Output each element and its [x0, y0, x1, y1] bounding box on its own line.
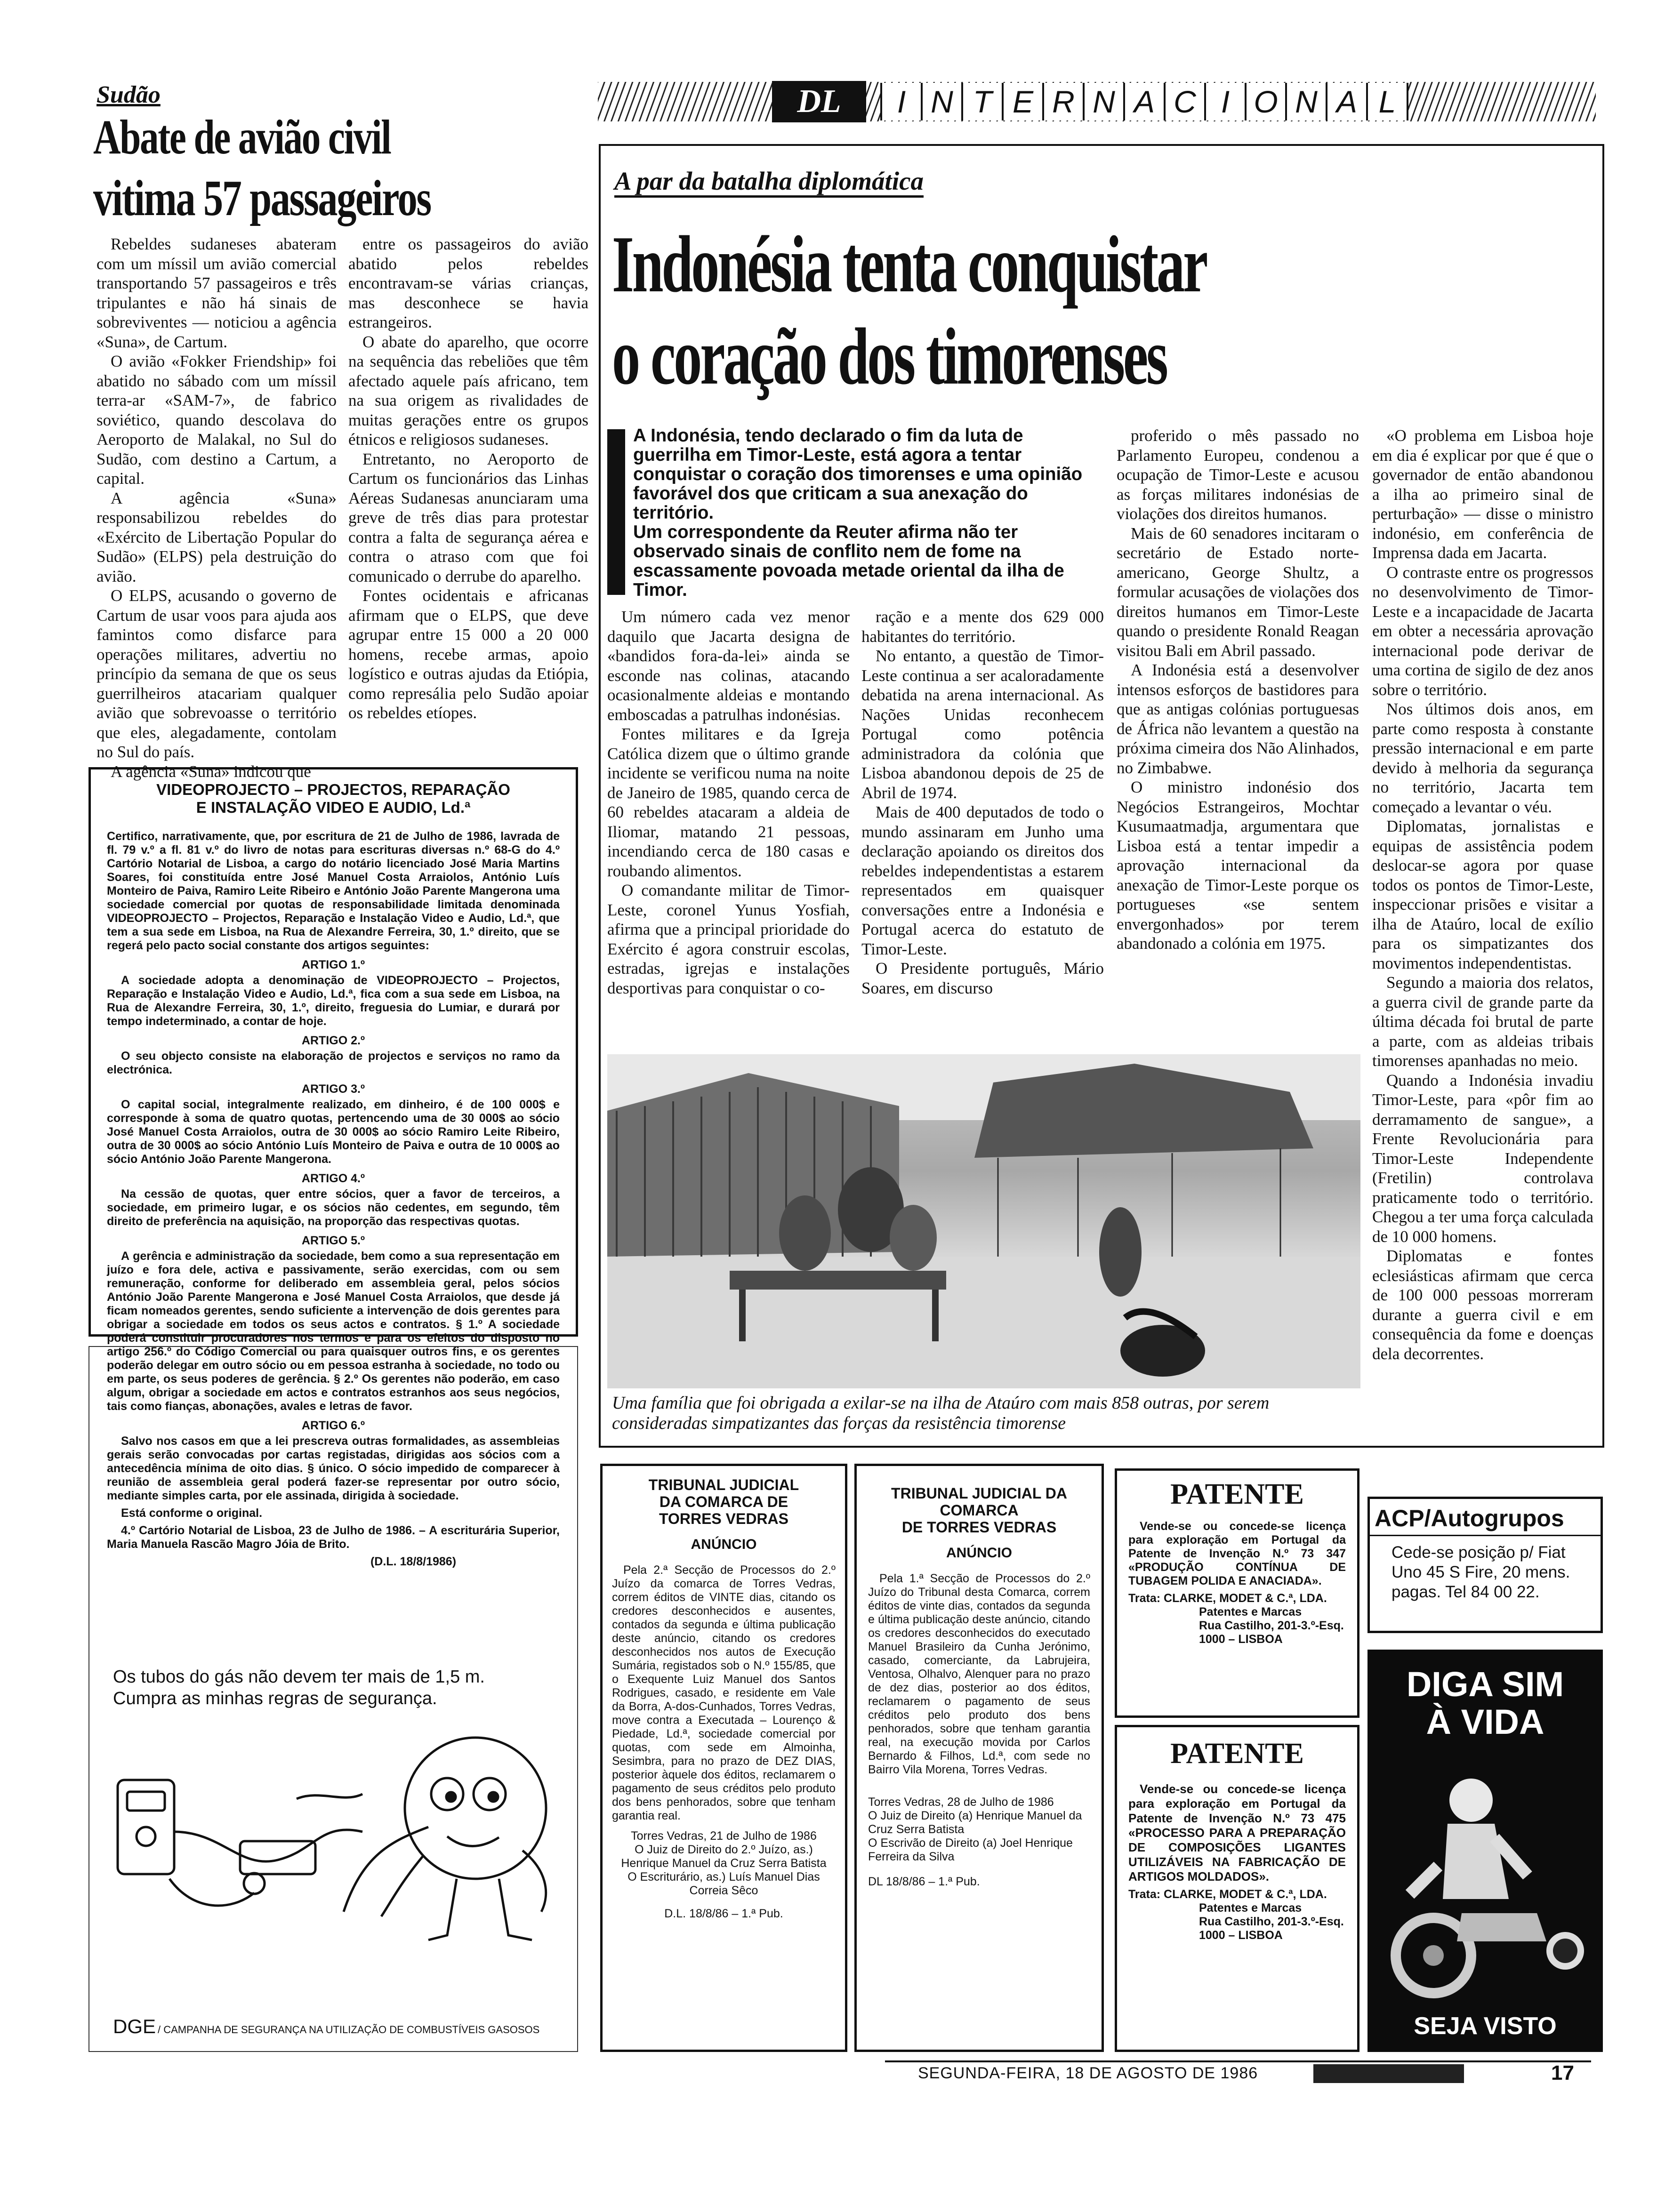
tribunal-2-ref: DL 18/8/86 – 1.ª Pub. [868, 1875, 980, 1888]
section-letter: N [1285, 83, 1326, 120]
article-heading: ARTIGO 2.º [301, 1034, 365, 1047]
videoprojecto-closing: Está conforme o original. [121, 1507, 263, 1520]
article-text: Na cessão de quotas, quer entre sócios, quer a favor de terceiros, a sociedade, em primeiro lugar, e os sócios não cedentes, em segundo, têm direito de preferência na aquisição, na proporção das respectivas quotas. [107, 1187, 560, 1228]
videoprojecto-signature: 4.º Cartório Notarial de Lisboa, 23 de Julho de 1986. – A escriturária Superior, Maria Manuela Rascão Magro Jóia de Brito. [107, 1524, 560, 1551]
patente-2-title: PATENTE [1170, 1738, 1304, 1770]
gas-ad-footer-small: / CAMPANHA DE SEGURANÇA NA UTILIZAÇÃO DE COMBUSTÍVEIS GASOSOS [158, 2024, 540, 2036]
indonesia-col-3 [1117, 426, 1359, 954]
section-header [598, 79, 1596, 124]
page-number: 17 [1551, 2061, 1574, 2084]
paragraph: O avião «Fokker Friendship» foi abatido no sábado com um míssil terra-ar «SAM-7», de fabrico soviético, quando descolava do Aeroporto de Malakal, no Sul do Sudão, com destino a Cartum, a capital. [97, 352, 337, 488]
gas-ad-line-1: Os tubos do gás não devem ter mais de 1,5 m. [113, 1667, 485, 1687]
section-letter: N [921, 83, 961, 120]
tribunal-1-body: Pela 2.ª Secção de Processos do 2.º Juízo da comarca de Torres Vedras, correm éditos de VINTE dias, citando os credores desconhecidos e ausentes, contados da segunda e última publicação deste anúncio, citando os credores desconhecidos nos autos de Execução Sumária, registados sob o N.º 155/85, que o Exequente Luiz Manuel dos Santos Rodrigues, casado, e residente em Vale da Borra, A-dos-Cunhados, Torres Vedras, move contra a Executada – Lourenço & Piedade, Ld.ª, sociedade comercial por quotas, com sede em Almoinha, Sesimbra, para no prazo de DEZ DIAS, posterior àquele dos éditos, reclamarem o pagamento de seus créditos pelo produto dos bens penhorados, sobre que tenham garantia real. [612, 1563, 836, 1822]
paragraph: O ministro indonésio dos Negócios Estrangeiros, Mochtar Kusumaatmadja, argumentara que Lisboa está a tentar impedir a aprovação internacional da anexação de Timor-Leste porque os portugueses «se sentem envergonhados» por terem abandonado a colónia em 1975. [1117, 778, 1359, 953]
patente-1-address: Rua Castilho, 201-3.º-Esq. [1199, 1619, 1344, 1632]
motorcyclist-illustration [1367, 1744, 1603, 2007]
article-heading: ARTIGO 3.º [301, 1082, 365, 1096]
paragraph: Rebeldes sudaneses abateram com um míssil um avião comercial transportando 57 passageiros e três tripulantes e não há sinais de sobreviventes — noticiou a agência «Suna», de Cartum. [97, 235, 337, 351]
paragraph: proferido o mês passado no Parlamento Europeu, condenou a ocupação de Timor-Leste e acusou as forças militares indonésias de violações dos direitos humanos. [1117, 426, 1359, 523]
patente-2-city: 1000 – LISBOA [1199, 1929, 1283, 1942]
paragraph: O ELPS, acusando o governo de Cartum de usar voos para ajuda aos famintos como disfarce para operações militares, advertiu no princípio da semana de que os seus guerrilheiros atacariam qualquer avião que sobrevoasse o território que eles, alegadamente, contolam no Sul do país. [97, 586, 337, 761]
tribunal-2-judge: O Juiz de Direito (a) Henrique Manuel da Cruz Serra Batista [868, 1809, 1082, 1836]
tribunal-2-clerk: O Escrivão de Direito (a) Joel Henrique Ferreira da Silva [868, 1836, 1073, 1863]
paragraph: No entanto, a questão de Timor-Leste continua a ser acaloradamente debatida na arena internacional. As Nações Unidas reconhecem Portugal como potência administradora da colónia que Lisboa abandonou depois de 25 de Abril de 1974. [861, 647, 1104, 802]
paragraph: A agência «Suna» responsabilizou rebeldes do «Exército de Libertação Popular do Sudão» (ELPS) pela destruição do avião. [97, 489, 337, 585]
paragraph: Entretanto, no Aeroporto de Cartum os funcionários das Linhas Aéreas Sudanesas anunciaram uma greve de três dias para protestar contra a falta de segurança aérea e contra o atraso com que foi comunicado o derrube do aparelho. [348, 449, 588, 585]
indonesia-col-2 [861, 607, 1104, 998]
tribunal-1-place-date: Torres Vedras, 21 de Julho de 1986 [631, 1829, 817, 1843]
lead-bar [607, 429, 625, 595]
gas-ad-footer [113, 2015, 539, 2038]
sudan-headline-1: Abate de avião civil [93, 110, 391, 164]
sudan-col-2 [348, 234, 588, 723]
gas-ad-footer-big: DGE [113, 2015, 156, 2037]
tribunal-notice-2 [854, 1464, 1104, 2052]
indonesia-lead-2: Um correspondente da Reuter afirma não ter observado sinais de conflito nem de fome na escassamente povoada metade oriental da ilha de Timor. [633, 522, 1064, 600]
patente-1-body: Vende-se ou concede-se licença para exploração em Portugal da Patente de Invenção N.º 73 347 «PRODUÇÃO CONTÍNUA DE TUBAGEM POLIDA E ANACIADA». [1128, 1520, 1346, 1587]
patente-2-body: Vende-se ou concede-se licença para exploração em Portugal da Patente de Invenção N.º 73 475 «PROCESSO PARA A PREPARAÇÃO DE COMPOSIÇÕES LIGANTES UTILIZÁVEIS NA FABRICAÇÃO DE ARTIGOS MOLDADOS». [1128, 1782, 1346, 1883]
section-letter: I [1204, 83, 1245, 120]
paragraph: «O problema em Lisboa hoje em dia é explicar por que é que o governador de então abandonou a ilha ao primeiro sinal de perturbação» — disse o ministro indonésio, em conferência de Imprensa dada em Jacarta. [1372, 426, 1593, 562]
videoprojecto-title-1: VIDEOPROJECTO – PROJECTOS, REPARAÇÃO [156, 781, 510, 798]
paragraph: O abate do aparelho, que ocorre na sequência das rebeliões que têm afectado aquele país africano, tem na sua origem as rivalidades de muitas gerações entre os grupos étnicos e religiosos sudaneses. [348, 332, 588, 449]
article-heading: ARTIGO 1.º [301, 958, 365, 971]
indonesia-col-4 [1372, 426, 1593, 1363]
paragraph: O comandante militar de Timor-Leste, coronel Yunus Yosfiah, afirma que a principal prioridade do Exército é agora construir escolas, estradas, igrejas e instalações desportivas para conquistar o co- [607, 881, 850, 997]
paragraph: O Presidente português, Mário Soares, em discurso [861, 959, 1104, 997]
paragraph: A Indonésia está a desenvolver intensos esforços de bastidores para que as antigas colónias portuguesas de África não levantem a questão na próxima cimeira dos Não Alinhados, no Zimbabwe. [1117, 661, 1359, 777]
tribunal-1-clerk: O Escriturário, as.) Luís Manuel Dias Correia Sêco [627, 1870, 820, 1897]
gas-safety-ad [88, 1346, 578, 2052]
indonesia-lead-1: A Indonésia, tendo declarado o fim da luta de guerrilha em Timor-Leste, está agora a tentar conquistar o coração dos timorenses e uma opinião favorável dos que criticam a sua anexação do território. [633, 425, 1083, 523]
tribunal-2-title-2: COMARCA [940, 1502, 1019, 1519]
acp-body: Cede-se posição p/ Fiat Uno 45 S Fire, 20 mens. pagas. Tel 84 00 22. [1392, 1543, 1570, 1601]
section-letter: O [1245, 83, 1285, 120]
tribunal-1-subtitle: ANÚNCIO [691, 1537, 757, 1552]
indonesia-kicker: A par da batalha diplomática [614, 167, 924, 198]
section-letter: A [1326, 83, 1366, 120]
paragraph: Quando a Indonésia invadiu Timor-Leste, para «pôr fim ao derramamento de sangue», a Frente Revolucionária para Timor-Leste Independente (Fretilin) controlava praticamente todo o território. Chegou a ter uma força calculada de 10 000 homens. [1372, 1071, 1593, 1246]
article-text: O seu objecto consiste na elaboração de projectos e serviços no ramo da electrónica. [107, 1050, 560, 1076]
footer-masthead-bar [1313, 2064, 1464, 2083]
article-heading: ARTIGO 5.º [301, 1234, 365, 1247]
dl-logo: DL [772, 81, 866, 122]
patente-1-agent-2: Patentes e Marcas [1199, 1605, 1302, 1619]
sudan-headline-2: vitima 57 passageiros [93, 170, 431, 226]
paragraph: O contraste entre os progressos no desenvolvimento de Timor-Leste e a incapacidade de Jacarta em obter a necessária aprovação internacional pode derivar de uma cortina de sigilo de dez anos sobre o território. [1372, 563, 1593, 699]
article-heading: ARTIGO 6.º [301, 1419, 365, 1432]
indonesia-headline-2: o coração dos timorenses [612, 312, 1166, 401]
article-heading: ARTIGO 4.º [301, 1172, 365, 1185]
photo-caption: Uma família que foi obrigada a exilar-se na ilha de Ataúro com mais 858 outras, por serem consideradas simpatizantes das forças da resistência timorense [612, 1393, 1270, 1433]
section-letter: E [1002, 83, 1042, 120]
timor-family-photo [607, 1054, 1360, 1388]
patente-2-agent: Trata: CLARKE, MODET & C.ª, LDA. [1128, 1888, 1327, 1901]
diga-sim-line-3: SEJA VISTO [1414, 2012, 1557, 2040]
tribunal-2-title-3: DE TORRES VEDRAS [901, 1519, 1057, 1536]
patente-notice-1 [1115, 1468, 1359, 1718]
article-text: Salvo nos casos em que a lei prescreva outras formalidades, as assembleias gerais serão convocadas por cartas registadas, dirigidas aos sócios com a antecedência mínima de oito dias. § único. O sócio impedido de comparecer à reunião de assembleia geral poderá fazer-se representar por outro sócio, mediante simples carta, por ele assinada, dirigida à sociedade. [107, 1435, 560, 1502]
acp-title: ACP/Autogrupos [1370, 1505, 1601, 1536]
article-text: A gerência e administração da sociedade, bem como a sua representação em juízo e fora dele, activa e passivamente, serão exercidas, com ou sem remuneração, conforme for deliberado em assembleia geral, pelos sócios António João Parente Mangerona e José Manuel Costa Arraiolos, que desde já ficam nomeados gerentes, sendo suficiente a intervenção de dois gerentes para obrigar a sociedade em todos os seus actos e contratos. § 1.º A sociedade poderá constituir procuradores nos termos e para os efeitos do disposto no artigo 256.º do Código Comercial ou para quaisquer outros fins, e os gerentes poderão delegar em outro sócio ou em pessoa estranha à sociedade, no todo ou em parte, os seus poderes de gerência. § 2.º Os gerentes não poderão, em caso algum, obrigar a sociedade em actos e contratos estranhos aos seus negócios, tais como fianças, abonações, avales e letras de favor. [107, 1250, 560, 1413]
paragraph: Diplomatas e fontes eclesiásticas afirmam que cerca de 100 000 pessoas morreram durante a guerra civil e em consequência da fome e doenças dela decorrentes. [1372, 1247, 1593, 1363]
patente-notice-2 [1115, 1725, 1359, 2052]
gas-mascot-illustration [99, 1714, 570, 1973]
videoprojecto-intro: Certifico, narrativamente, que, por escritura de 21 de Julho de 1986, lavrada de fl. 79 v.º a fl. 81 v.º do livro de notas para escrituras diversas n.º 68-G do 4.º Cartório Notarial de Lisboa, a cargo do notário licenciado José Maria Martins Soares, foi constituída entre José Manuel Costa Arraiolos, António Luís Monteiro de Paiva, Ramiro Leite Ribeiro e António João Parente Mangerona uma sociedade comercial por quotas de responsabilidade limitada denominada VIDEOPROJECTO – Projectos, Reparação e Instalação Video e Audio, Ld.ª, que tem a sua sede em Lisboa, na Rua de Alexandre Ferreira, 30, 1.º direito, que se regerá pelo pacto social constante dos artigos seguintes: [107, 830, 560, 952]
section-letter: C [1164, 83, 1204, 120]
section-letter: N [1083, 83, 1123, 120]
patente-2-address: Rua Castilho, 201-3.º-Esq. [1199, 1915, 1344, 1928]
paragraph: Mais de 60 senadores incitaram o secretário de Estado norte-americano, George Shultz, a formular acusações de violações dos direitos humanos em Timor-Leste quando o presidente Ronald Reagan visitou Bali em Abril passado. [1117, 524, 1359, 660]
videoprojecto-notice [88, 767, 578, 1568]
paragraph: Mais de 400 deputados de todo o mundo assinaram em Junho uma declaração apoiando os direitos dos rebeldes independentistas a estarem representados em quaisquer conversações entre a Indonésia e Portugal acerca do estatuto de Timor-Leste. [861, 803, 1104, 958]
section-letter: T [961, 83, 1002, 120]
paragraph: Segundo a maioria dos relatos, a guerra civil de grande parte da última década foi brutal de parte a parte, com as aldeias tribais timorenses apanhadas no meio. [1372, 973, 1593, 1070]
patente-1-agent: Trata: CLARKE, MODET & C.ª, LDA. [1128, 1592, 1327, 1605]
footer-rule [885, 2060, 1591, 2062]
diga-sim-line-1: DIGA SIM [1406, 1665, 1564, 1704]
tribunal-notice-1 [600, 1464, 847, 2052]
tribunal-2-title-1: TRIBUNAL JUDICIAL DA [891, 1485, 1067, 1502]
section-letter: R [1042, 83, 1083, 120]
photo-scene [607, 1054, 1360, 1388]
section-letter: A [1123, 83, 1164, 120]
tribunal-1-title-2: DA COMARCA DE [659, 1493, 788, 1510]
indonesia-lead [633, 426, 1104, 600]
diga-sim-ad [1367, 1650, 1603, 2052]
indonesia-headline-1: Indonésia tenta conquistar [612, 220, 1207, 309]
acp-ad [1367, 1497, 1603, 1633]
article-text: O capital social, integralmente realizado, em dinheiro, é de 100 000$ e corresponde à soma de quatro quotas, pertencendo uma de 30 000$ ao sócio José Manuel Costa Arraiolos, outra de 30 000$ ao sócio Ramiro Leite Ribeiro, outra de 30 000$ ao sócio António Luís Monteiro de Paiva e outra de 10 000$ ao sócio António João Parente Mangerona. [107, 1098, 560, 1166]
patente-1-title: PATENTE [1170, 1478, 1304, 1510]
paragraph: A agência «Suna» indicou que [111, 762, 311, 781]
section-letter: L [1366, 83, 1408, 120]
videoprojecto-title-2: E INSTALAÇÃO VIDEO E AUDIO, Ld.ª [196, 799, 471, 816]
tribunal-2-place-date: Torres Vedras, 28 de Julho de 1986 [868, 1795, 1054, 1809]
gas-ad-line-2: Cumpra as minhas regras de segurança. [113, 1689, 437, 1708]
section-title [880, 83, 1408, 120]
indonesia-col-1 [607, 607, 850, 998]
diga-sim-line-2: À VIDA [1426, 1702, 1544, 1741]
tribunal-2-subtitle: ANÚNCIO [946, 1545, 1012, 1561]
tribunal-1-judge: O Juiz de Direito do 2.º Juízo, as.) Henrique Manuel da Cruz Serra Batista [621, 1843, 827, 1870]
section-letter: I [880, 83, 921, 120]
article-text: A sociedade adopta a denominação de VIDEOPROJECTO – Projectos, Reparação e Instalação Video e Audio, Ld.ª, fica com a sua sede em Lisboa, na Rua de Alexandre Ferreira, 30, 1.º, direito, freguesia do Lumiar, e durará por tempo indeterminado, a contar de hoje. [107, 974, 560, 1028]
sudan-col-1 [97, 234, 337, 781]
paragraph: Fontes militares e da Igreja Católica dizem que o último grande incidente se verificou numa na noite de Janeiro de 1985, quando cerca de 60 rebeldes atacaram a aldeia de Iliomar, matando 21 pessoas, incendiando cerca de 180 casas e roubando alimentos. [607, 725, 850, 880]
paragraph: ração e a mente dos 629 000 habitantes do território. [861, 608, 1104, 646]
paragraph: Nos últimos dois anos, em parte como resposta à constante pressão internacional e em parte devido à melhoria da segurança no território, Jacarta tem começado a levantar o véu. [1372, 700, 1593, 816]
paragraph: Um número cada vez menor daquilo que Jacarta designa de «bandidos fora-da-lei» ainda se esconde nas colinas, atacando ocasionalmente aldeias e montando emboscadas a patrulhas indonésias. [607, 608, 850, 724]
videoprojecto-ref: (D.L. 18/8/1986) [370, 1555, 457, 1568]
footer-date: SEGUNDA-FEIRA, 18 DE AGOSTO DE 1986 [918, 2064, 1258, 2082]
paragraph: Fontes ocidentais e africanas afirmam que o ELPS, que deve agrupar entre 15 000 a 20 000 homens, recebe armas, apoio logístico e outras ajudas da Etiópia, como represália pelo Sudão apoiar os rebeldes etíopes. [348, 586, 588, 722]
patente-2-agent-2: Patentes e Marcas [1199, 1901, 1302, 1915]
tribunal-2-body: Pela 1.ª Secção de Processos do 2.º Juízo do Tribunal desta Comarca, correm éditos de vinte dias, contados da segunda e última publicação deste anúncio, citando os credores desconhecidos do executado Manuel Brasileiro da Cunha Jerónimo, casado, comerciante, da Labrujeira, Ventosa, Olhalvo, Alenquer para no prazo de dez dias, posterior ao dos éditos, reclamarem o pagamento de seus créditos pelo produto dos bens penhorados, sobre que tenham garantia real, na execução movida por Carlos Bernardo & Filhos, Ld.ª, com sede no Bairro Vila Morena, Torres Vedras. [868, 1572, 1090, 1776]
tribunal-1-title-1: TRIBUNAL JUDICIAL [648, 1476, 799, 1493]
paragraph: entre os passageiros do avião abatido pelos rebeldes encontravam-se várias crianças, mas desconhece se havia estrangeiros. [348, 235, 588, 331]
tribunal-1-ref: D.L. 18/8/86 – 1.ª Pub. [664, 1907, 783, 1920]
paragraph: Diplomatas, jornalistas e equipas de assistência podem deslocar-se agora por quase todos os pontos de Timor-Leste, inspeccionar prisões e visitar a ilha de Ataúro, local de exílio para os simpatizantes dos movimentos independentistas. [1372, 817, 1593, 972]
tribunal-1-title-3: TORRES VEDRAS [659, 1510, 788, 1527]
sudan-kicker: Sudão [97, 81, 161, 108]
patente-1-city: 1000 – LISBOA [1199, 1633, 1283, 1646]
